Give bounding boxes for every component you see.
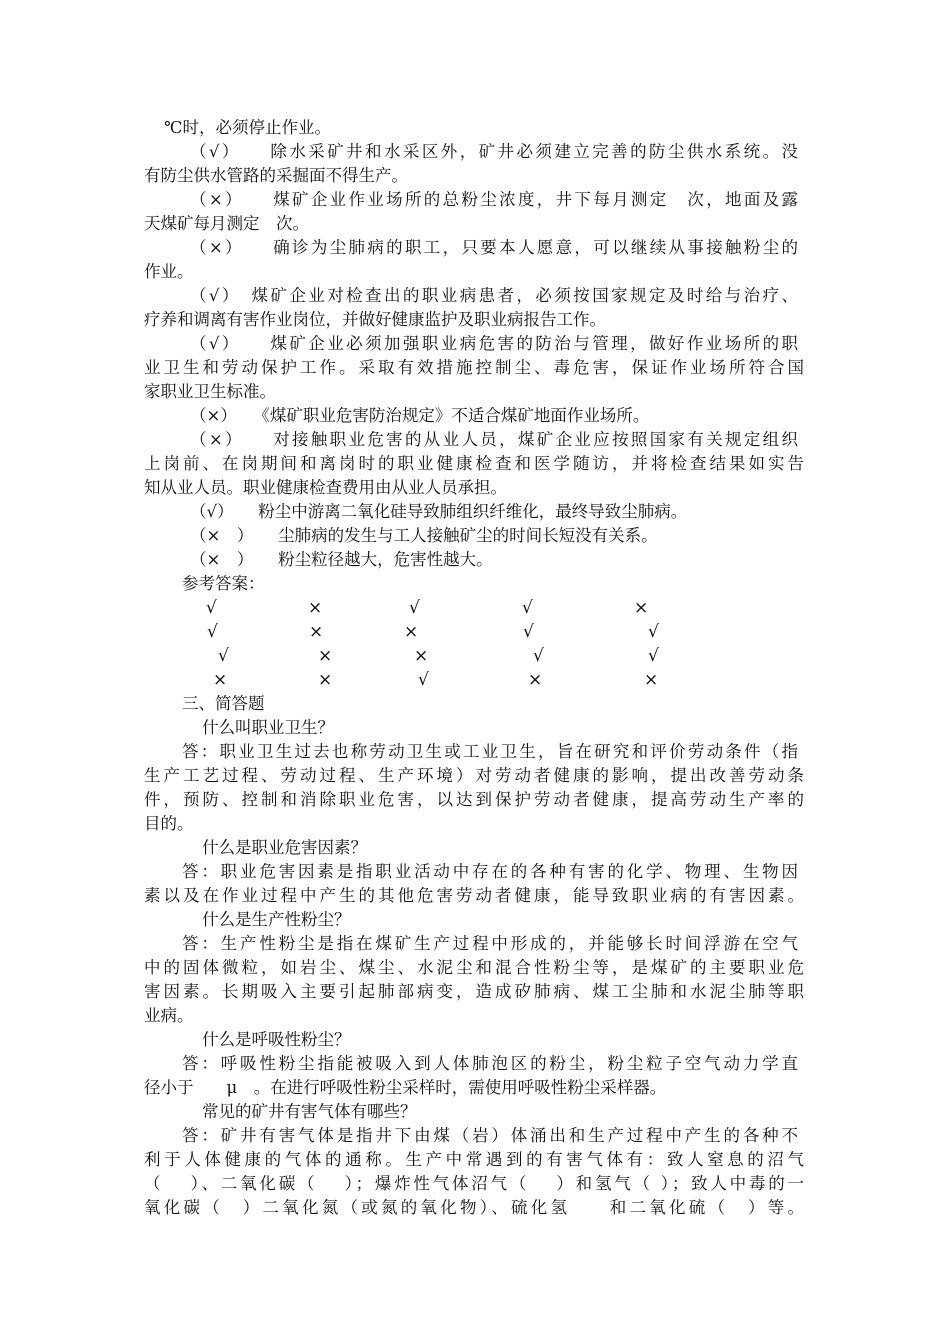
text-line: 业卫生和劳动保护工作。采取有效措施控制尘、毒危害，保证作业场所符合国 (144, 358, 804, 377)
question-heading: 什么是生产性粉尘？ (202, 910, 351, 929)
answer-mark: × (404, 622, 419, 642)
answer-mark: × (318, 670, 333, 690)
text-line: （ ）、二氧化碳（ ）；爆炸性气体沼气（ ）和氢气（ ）；致人中毒的一 (144, 1174, 804, 1193)
text-line: 答：矿井有害气体是指井下由煤（岩）体涌出和生产过程中产生的各种不 (182, 1126, 798, 1145)
text-line: ℃时，必须停止作业。 (164, 118, 331, 137)
text-line: 氧化碳（ ）二氧化氮（或氮的氧化物）、硫化氢 和二氧化硫（ ）等。 (144, 1198, 804, 1217)
answer-mark: × (318, 646, 333, 666)
text-line: 生产工艺过程、劳动过程、生产环境）对劳动者健康的影响，提出改善劳动条 (144, 766, 804, 785)
text-line: （×） 煤矿企业作业场所的总粉尘浓度，井下每月测定 次，地面及露 (190, 190, 798, 209)
question-heading: 什么是职业危害因素？ (202, 838, 367, 857)
text-line: 业病。 (144, 1006, 194, 1025)
text-line: 有防尘供水管路的采掘面不得生产。 (144, 166, 408, 185)
answer-mark: √ (648, 646, 659, 666)
question-heading: 常见的矿井有害气体有哪些？ (202, 1102, 417, 1121)
text-line: （×） 《煤矿职业危害防治规定》不适合煤矿地面作业场所。 (190, 406, 650, 425)
answer-mark: √ (207, 622, 218, 642)
question-heading: 什么是呼吸性粉尘？ (202, 1030, 351, 1049)
answer-mark: × (634, 598, 649, 618)
text-line: 上岗前、在岗期间和离岗时的职业健康检查和医学随访，并将检查结果如实告 (144, 454, 804, 473)
text-line: 知从业人员。职业健康检查费用由从业人员承担。 (144, 478, 507, 497)
text-line: 利于人体健康的气体的通称。生产中常遇到的有害气体有：致人窒息的沼气 (144, 1150, 804, 1169)
text-line: 径小于 μ 。在进行呼吸性粉尘采样时，需使用呼吸性粉尘采样器。 (144, 1078, 667, 1097)
text-line: 件，预防、控制和消除职业危害，以达到保护劳动者健康，提高劳动生产率的 (144, 790, 804, 809)
text-line: 素以及在作业过程中产生的其他危害劳动者健康，能导致职业病的有害因素。 (144, 886, 804, 905)
text-line: 中的固体微粒，如岩尘、煤尘、水泥尘和混合性粉尘等，是煤矿的主要职业危 (144, 958, 804, 977)
answer-mark: × (308, 598, 323, 618)
section-heading: 三、简答题 (182, 694, 265, 713)
text-line: 目的。 (144, 814, 194, 833)
text-line: 答：呼吸性粉尘指能被吸入到人体肺泡区的粉尘，粉尘粒子空气动力学直 (182, 1054, 798, 1073)
question-heading: 什么叫职业卫生？ (202, 718, 334, 737)
answer-mark: √ (648, 622, 659, 642)
answer-mark: √ (218, 646, 229, 666)
answer-mark: × (644, 670, 659, 690)
answer-mark: √ (418, 670, 429, 690)
text-line: 天煤矿每月测定 次。 (144, 214, 309, 233)
answer-mark: × (213, 670, 228, 690)
answer-mark: √ (206, 598, 217, 618)
text-line: 家职业卫生标准。 (144, 382, 276, 401)
answer-mark: √ (409, 598, 420, 618)
text-line: 作业。 (144, 262, 194, 281)
text-line: 答：职业危害因素是指职业活动中存在的各种有害的化学、物理、生物因 (182, 862, 798, 881)
answer-mark: √ (523, 622, 534, 642)
answer-mark: √ (533, 646, 544, 666)
answer-mark: × (309, 622, 324, 642)
text-line: （× ） 粉尘粒径越大，危害性越大。 (190, 550, 493, 569)
text-line: 疗养和调离有害作业岗位，并做好健康监护及职业病报告工作。 (144, 310, 606, 329)
answer-mark: × (414, 646, 429, 666)
text-line: 答：生产性粉尘是指在煤矿生产过程中形成的，并能够长时间浮游在空气 (182, 934, 798, 953)
answer-mark: × (528, 670, 543, 690)
text-line: 害因素。长期吸入主要引起肺部病变，造成矽肺病、煤工尘肺和水泥尘肺等职 (144, 982, 804, 1001)
text-line: （√） 除水采矿井和水采区外，矿井必须建立完善的防尘供水系统。没 (190, 142, 798, 161)
text-line: （×） 对接触职业危害的从业人员，煤矿企业应按照国家有关规定组织 (190, 430, 798, 449)
text-line: （√） 粉尘中游离二氧化硅导致肺组织纤维化，最终导致尘肺病。 (190, 502, 688, 521)
text-line: （×） 确诊为尘肺病的职工，只要本人愿意，可以继续从事接触粉尘的 (190, 238, 798, 257)
text-line: （√） 煤矿企业必须加强职业病危害的防治与管理，做好作业场所的职 (190, 334, 798, 353)
section-label: 参考答案： (182, 574, 265, 593)
text-line: 答：职业卫生过去也称劳动卫生或工业卫生，旨在研究和评价劳动条件（指 (182, 742, 798, 761)
text-line: （× ） 尘肺病的发生与工人接触矿尘的时间长短没有关系。 (190, 526, 658, 545)
answer-mark: √ (522, 598, 533, 618)
text-line: （√） 煤矿企业对检查出的职业病患者，必须按国家规定及时给与治疗、 (190, 286, 798, 305)
